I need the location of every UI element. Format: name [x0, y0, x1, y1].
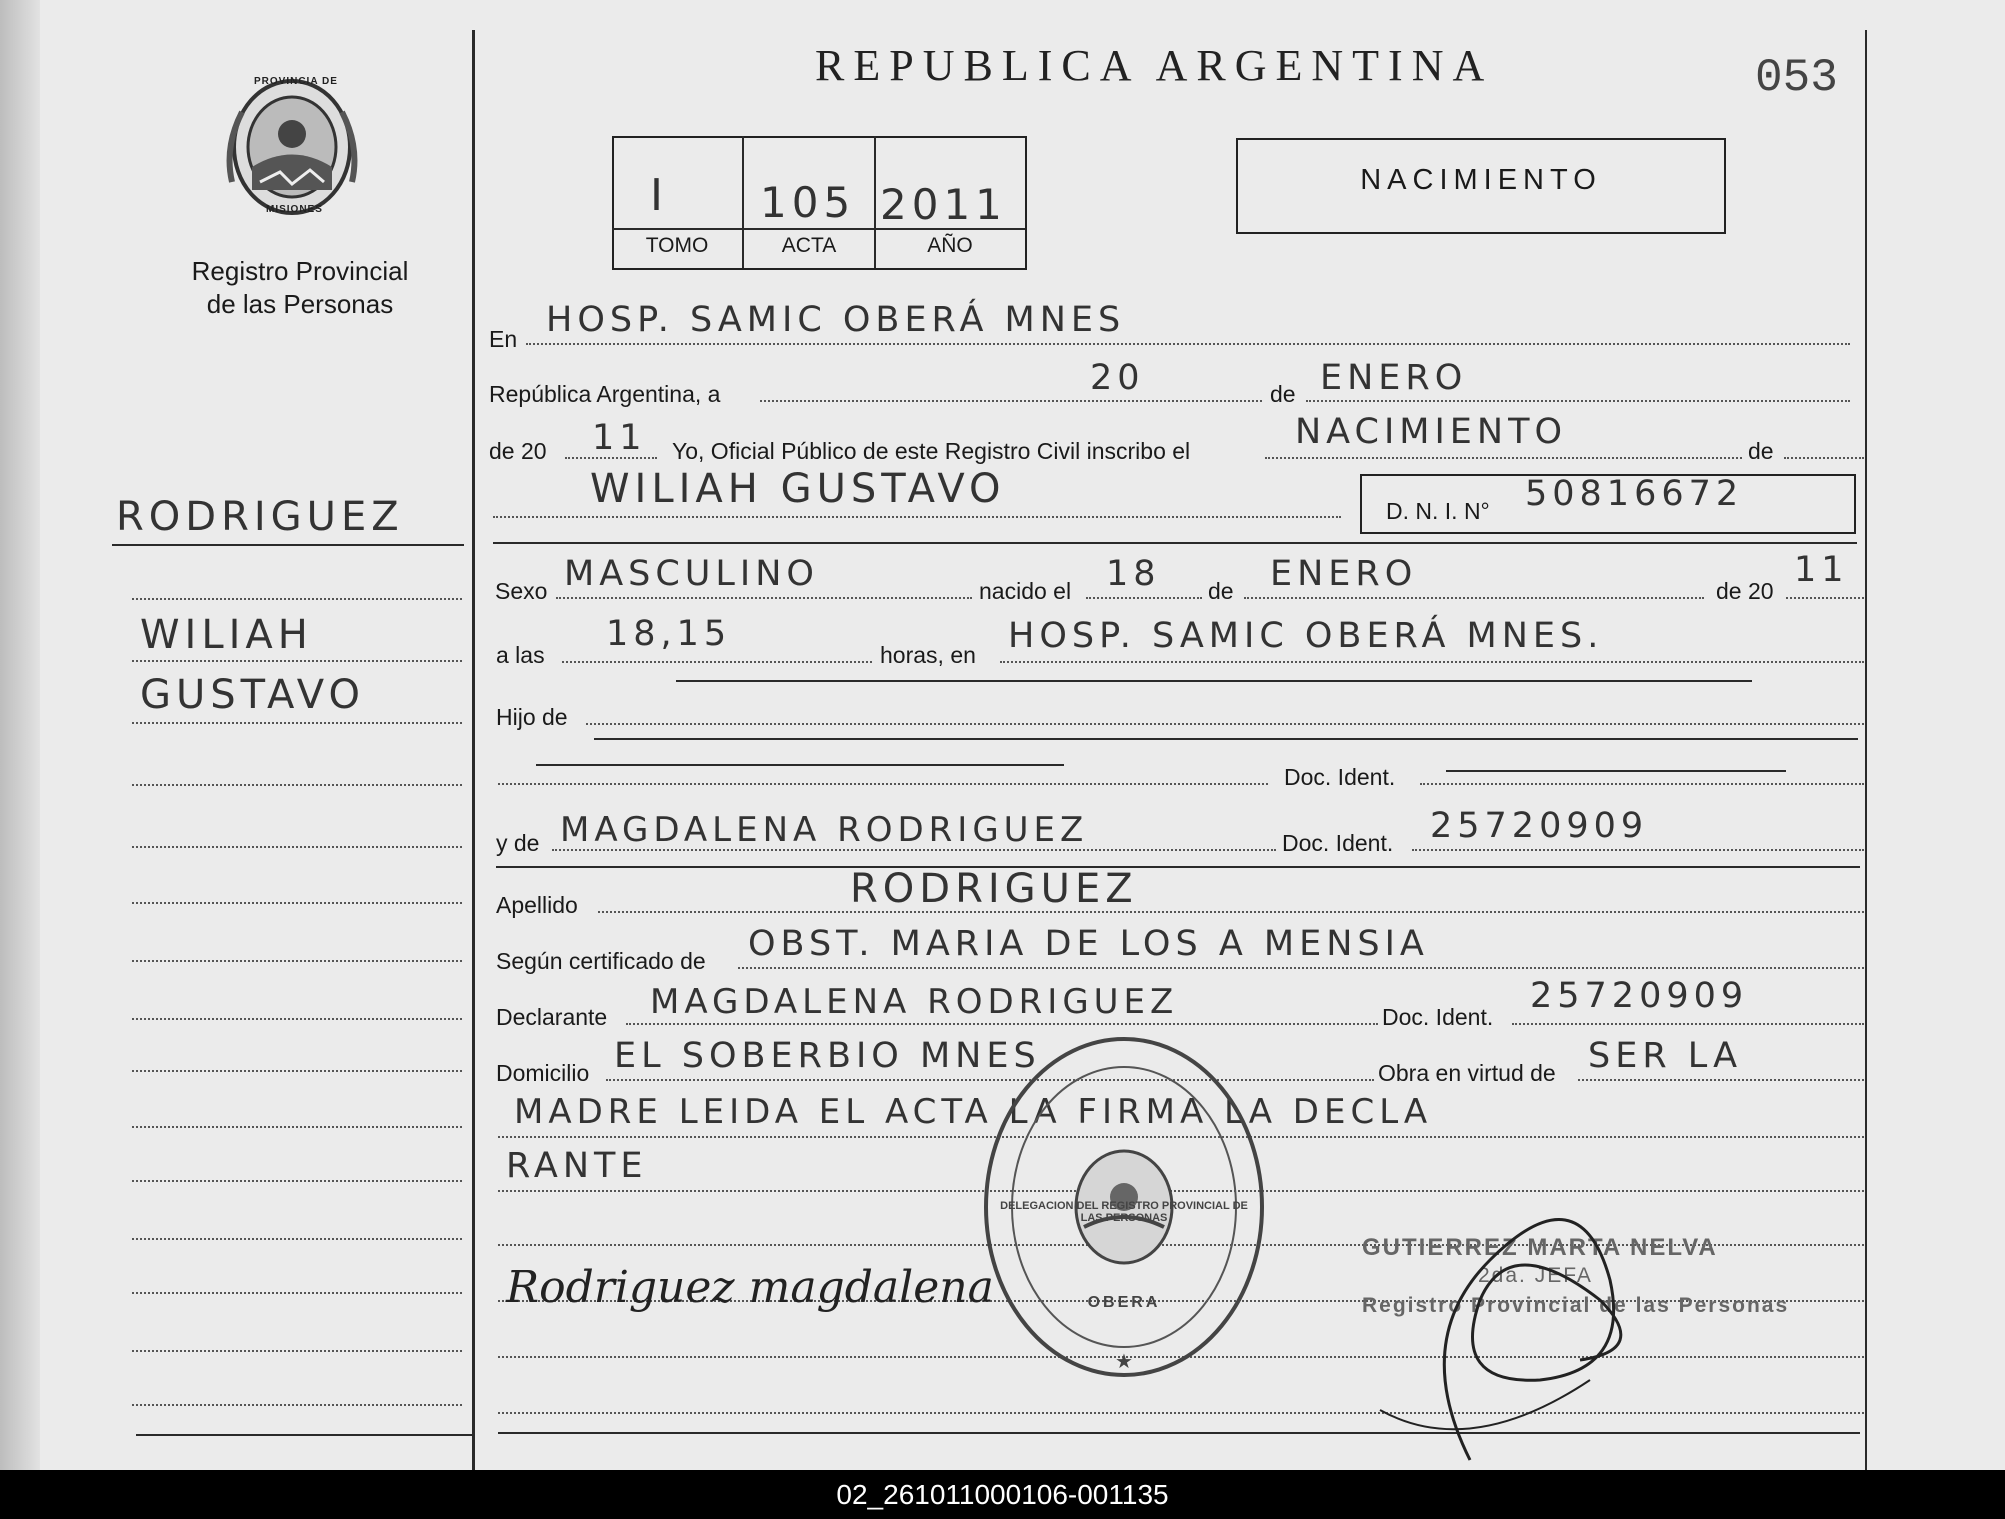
margin-divider: [472, 30, 475, 1470]
margin-rule: [136, 1434, 472, 1436]
margin-rule: [132, 1018, 462, 1020]
margin-rule: [132, 1126, 462, 1128]
page-binding-edge: [0, 0, 40, 1470]
seal-city: OBERA: [1087, 1294, 1161, 1311]
strike-line: [676, 680, 1752, 682]
tomo-value: I: [650, 170, 668, 221]
lugar-value: HOSP. SAMIC OBERÁ MNES.: [1008, 616, 1604, 656]
sexo-value: MASCULINO: [564, 554, 819, 594]
birth-year-line: [1786, 597, 1864, 599]
margin-name2: GUSTAVO: [140, 672, 365, 718]
margin-rule: [132, 722, 462, 724]
birth-day-value: 18: [1106, 554, 1161, 594]
en-label: En: [489, 326, 518, 352]
doc-ident-label: Doc. Ident.: [1284, 764, 1396, 790]
margin-rule: [132, 960, 462, 962]
hora-value: 18,15: [606, 614, 732, 654]
father-doc-line: [1420, 783, 1864, 785]
year-suffix: 11: [592, 418, 647, 458]
country-title: REPUBLICA ARGENTINA: [815, 41, 1494, 90]
official-org: Registro Provincial de las Personas: [1362, 1294, 1790, 1317]
declarante-doc-line: [1512, 1023, 1864, 1025]
obra-label: Obra en virtud de: [1378, 1060, 1556, 1086]
obra-line: [1578, 1079, 1864, 1081]
margin-rule: [132, 784, 462, 786]
tomo-label: TOMO: [645, 234, 709, 257]
strike-line: [594, 738, 1858, 740]
declarante-value: MAGDALENA RODRIGUEZ: [650, 982, 1179, 1022]
domicilio-value: EL SOBERBIO MNES: [614, 1036, 1041, 1076]
acta-value: 105: [760, 178, 856, 227]
official-signature: [1350, 1130, 1680, 1470]
dni-label: D. N. I. N°: [1386, 498, 1490, 524]
madre-value: MAGDALENA RODRIGUEZ: [560, 810, 1089, 850]
margin-rule: [132, 598, 462, 600]
month-line: [1306, 400, 1850, 402]
full-name-line: [493, 516, 1341, 518]
hora-line: [562, 661, 872, 663]
apellido-value: RODRIGUEZ: [850, 866, 1138, 912]
horas-label: horas, en: [880, 642, 976, 668]
margin-name1: WILIAH: [140, 612, 313, 658]
full-name-value: WILIAH GUSTAVO: [590, 466, 1006, 512]
section-rule: [493, 542, 1857, 544]
de-end-label: de: [1748, 438, 1774, 464]
yde-label: y de: [496, 830, 540, 856]
lugar-line: [1000, 661, 1864, 663]
strike-line: [1446, 770, 1786, 772]
svg-text:★: ★: [1115, 1351, 1133, 1373]
certificado-label: Según certificado de: [496, 948, 706, 974]
registry-name-line2: de las Personas: [206, 289, 394, 319]
obra-value-2: MADRE LEIDA EL ACTA LA FIRMA LA DECLA: [514, 1092, 1433, 1132]
de20-label: de 20: [489, 438, 547, 464]
certificado-value: OBST. MARIA DE LOS A MENSIA: [748, 924, 1429, 964]
birth-day-line: [1086, 597, 1202, 599]
de-end-line: [1784, 457, 1864, 459]
oficial-label: Yo, Oficial Público de este Registro Civil inscribo el: [672, 438, 1191, 464]
alas-label: a las: [496, 642, 545, 668]
declarante-label: Declarante: [496, 1004, 608, 1030]
birth-year-value: 11: [1794, 550, 1849, 590]
registry-name-line1: Registro Provincial: [191, 256, 409, 286]
margin-surname: RODRIGUEZ: [116, 494, 404, 540]
margin-rule: [112, 544, 464, 546]
seal-text: DELEGACION DEL REGISTRO PROVINCIAL DE LAS PERSONAS: [1000, 1200, 1248, 1224]
nacido-label: nacido el: [979, 578, 1072, 604]
margin-rule: [132, 846, 462, 848]
day-line: [760, 400, 1262, 402]
emblem-text-bottom: MISIONES: [266, 204, 323, 215]
doc-ident-label3: Doc. Ident.: [1382, 1004, 1494, 1030]
hijo-label: Hijo de: [496, 704, 568, 730]
dni-value: 50816672: [1525, 474, 1744, 514]
declarante-doc-value: 25720909: [1530, 976, 1749, 1016]
margin-rule: [132, 660, 462, 662]
madre-doc-line: [1412, 849, 1864, 851]
anio-label: AÑO: [927, 234, 973, 257]
apellido-line: [598, 911, 1864, 913]
acta-type-line: [1265, 457, 1742, 459]
madre-doc-value: 25720909: [1430, 806, 1649, 846]
birth-month-value: ENERO: [1270, 554, 1418, 594]
day-value: 20: [1090, 358, 1145, 398]
official-title: 2da. JEFA: [1478, 1264, 1593, 1287]
margin-rule: [132, 1350, 462, 1352]
en-line: [526, 343, 1850, 345]
margin-rule: [132, 902, 462, 904]
provincial-emblem: [220, 72, 365, 222]
domicilio-label: Domicilio: [496, 1060, 590, 1086]
certificado-line: [738, 967, 1864, 969]
father-line: [498, 783, 1268, 785]
strike-line: [536, 764, 1064, 766]
image-id-footer: 02_261011000106-001135: [0, 1470, 2005, 1519]
margin-rule: [132, 1180, 462, 1182]
margin-rule: [132, 1070, 462, 1072]
emblem-text-top: PROVINCIA DE: [254, 76, 338, 87]
doc-ident-label2: Doc. Ident.: [1282, 830, 1394, 856]
official-seal: [978, 1032, 1270, 1382]
month-value: ENERO: [1320, 358, 1468, 398]
anio-value: 2011: [880, 180, 1007, 229]
republica-label: República Argentina, a: [489, 381, 721, 407]
en-value: HOSP. SAMIC OBERÁ MNES: [546, 300, 1126, 340]
obra-value-3: RANTE: [506, 1146, 648, 1186]
margin-rule: [132, 1404, 462, 1406]
right-border: [1865, 30, 1867, 1470]
declarante-signature: Rodriguez magdalena: [506, 1262, 994, 1313]
margin-rule: [132, 1238, 462, 1240]
de-label2: de: [1208, 578, 1234, 604]
margin-rule: [132, 1292, 462, 1294]
sexo-line: [556, 597, 972, 599]
hijo-line: [586, 723, 1864, 725]
de20-label2: de 20: [1716, 578, 1774, 604]
obra-value-1: SER LA: [1588, 1036, 1743, 1076]
page-number: 053: [1755, 52, 1838, 104]
acta-type-value: NACIMIENTO: [1295, 412, 1568, 452]
apellido-label: Apellido: [496, 892, 578, 918]
official-name: GUTIERREZ MARTA NELVA: [1362, 1234, 1718, 1261]
record-type: NACIMIENTO: [1360, 164, 1602, 196]
acta-label: ACTA: [781, 234, 837, 257]
birth-month-line: [1244, 597, 1704, 599]
section-rule: [496, 866, 1860, 868]
sexo-label: Sexo: [495, 578, 548, 604]
declarante-line: [626, 1023, 1378, 1025]
de-label: de: [1270, 381, 1296, 407]
